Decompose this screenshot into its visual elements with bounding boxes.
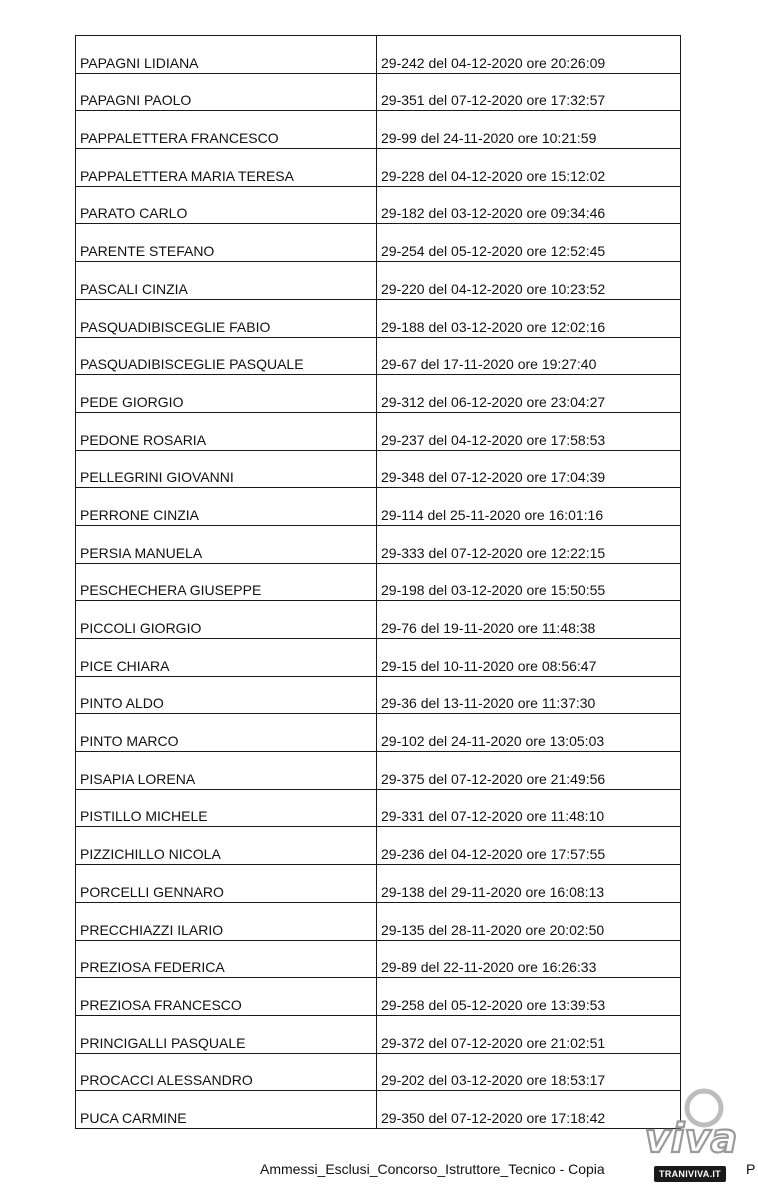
protocol-cell: 29-138 del 29-11-2020 ore 16:08:13 — [377, 865, 681, 903]
table-row — [76, 676, 681, 714]
table-row — [76, 149, 681, 187]
table-row — [76, 412, 681, 450]
table-row — [76, 73, 681, 111]
protocol-cell: 29-333 del 07-12-2020 ore 12:22:15 — [377, 525, 681, 563]
candidate-name-cell: PARATO CARLO — [76, 186, 377, 224]
table-row — [76, 1091, 681, 1129]
protocol-cell: 29-228 del 04-12-2020 ore 15:12:02 — [377, 149, 681, 187]
protocol-cell: 29-254 del 05-12-2020 ore 12:52:45 — [377, 224, 681, 262]
table-row — [76, 375, 681, 413]
footer-filename: Ammessi_Esclusi_Concorso_Istruttore_Tecnico - Copia — [260, 1161, 605, 1177]
watermark-logo-text: viva — [644, 1116, 738, 1162]
table-row — [76, 902, 681, 940]
table-row — [76, 940, 681, 978]
protocol-cell: 29-236 del 04-12-2020 ore 17:57:55 — [377, 827, 681, 865]
protocol-cell: 29-188 del 03-12-2020 ore 12:02:16 — [377, 299, 681, 337]
table-row — [76, 1053, 681, 1091]
protocol-cell: 29-372 del 07-12-2020 ore 21:02:51 — [377, 1015, 681, 1053]
candidate-name-cell: PELLEGRINI GIOVANNI — [76, 450, 377, 488]
protocol-cell: 29-102 del 24-11-2020 ore 13:05:03 — [377, 714, 681, 752]
candidate-name-cell: PARENTE STEFANO — [76, 224, 377, 262]
table-row — [76, 978, 681, 1016]
candidate-name-cell: PRINCIGALLI PASQUALE — [76, 1015, 377, 1053]
table-row — [76, 752, 681, 790]
table-row — [76, 224, 681, 262]
candidate-name-cell: PASQUADIBISCEGLIE PASQUALE — [76, 337, 377, 375]
candidate-name-cell: PREZIOSA FEDERICA — [76, 940, 377, 978]
candidate-name-cell: PROCACCI ALESSANDRO — [76, 1053, 377, 1091]
candidate-name-cell: PIZZICHILLO NICOLA — [76, 827, 377, 865]
table-row — [76, 563, 681, 601]
viva-logo-icon — [636, 1086, 746, 1166]
table-row — [76, 488, 681, 526]
table-row — [76, 299, 681, 337]
candidate-name-cell: PREZIOSA FRANCESCO — [76, 978, 377, 1016]
candidate-name-cell: PEDONE ROSARIA — [76, 412, 377, 450]
protocol-cell: 29-351 del 07-12-2020 ore 17:32:57 — [377, 73, 681, 111]
candidate-name-cell: PORCELLI GENNARO — [76, 865, 377, 903]
protocol-cell: 29-135 del 28-11-2020 ore 20:02:50 — [377, 902, 681, 940]
candidate-name-cell: PAPAGNI PAOLO — [76, 73, 377, 111]
protocol-cell: 29-114 del 25-11-2020 ore 16:01:16 — [377, 488, 681, 526]
protocol-cell: 29-220 del 04-12-2020 ore 10:23:52 — [377, 262, 681, 300]
candidate-name-cell: PASCALI CINZIA — [76, 262, 377, 300]
table-row — [76, 111, 681, 149]
table-row — [76, 1015, 681, 1053]
protocol-cell: 29-312 del 06-12-2020 ore 23:04:27 — [377, 375, 681, 413]
watermark-badge: TRANIVIVA.IT — [654, 1166, 726, 1182]
protocol-cell: 29-182 del 03-12-2020 ore 09:34:46 — [377, 186, 681, 224]
protocol-cell: 29-258 del 05-12-2020 ore 13:39:53 — [377, 978, 681, 1016]
table-row — [76, 827, 681, 865]
protocol-cell: 29-36 del 13-11-2020 ore 11:37:30 — [377, 676, 681, 714]
table-row — [76, 714, 681, 752]
protocol-cell: 29-76 del 19-11-2020 ore 11:48:38 — [377, 601, 681, 639]
table-row — [76, 450, 681, 488]
footer-page-label: P — [746, 1161, 756, 1177]
protocol-cell: 29-242 del 04-12-2020 ore 20:26:09 — [377, 36, 681, 74]
candidate-name-cell: PINTO MARCO — [76, 714, 377, 752]
protocol-cell: 29-15 del 10-11-2020 ore 08:56:47 — [377, 639, 681, 677]
candidate-name-cell: PINTO ALDO — [76, 676, 377, 714]
table-row — [76, 36, 681, 74]
protocol-cell: 29-331 del 07-12-2020 ore 11:48:10 — [377, 789, 681, 827]
table-row — [76, 639, 681, 677]
table-row — [76, 262, 681, 300]
traniviva-watermark — [636, 1086, 746, 1192]
candidates-table-body — [76, 36, 681, 1129]
table-row — [76, 525, 681, 563]
candidate-name-cell: PERRONE CINZIA — [76, 488, 377, 526]
candidate-name-cell: PUCA CARMINE — [76, 1091, 377, 1129]
protocol-cell: 29-198 del 03-12-2020 ore 15:50:55 — [377, 563, 681, 601]
candidate-name-cell: PRECCHIAZZI ILARIO — [76, 902, 377, 940]
table-row — [76, 865, 681, 903]
protocol-cell: 29-348 del 07-12-2020 ore 17:04:39 — [377, 450, 681, 488]
table-row — [76, 186, 681, 224]
candidate-name-cell: PEDE GIORGIO — [76, 375, 377, 413]
protocol-cell: 29-375 del 07-12-2020 ore 21:49:56 — [377, 752, 681, 790]
candidate-name-cell: PISAPIA LORENA — [76, 752, 377, 790]
candidate-name-cell: PICCOLI GIORGIO — [76, 601, 377, 639]
protocol-cell: 29-202 del 03-12-2020 ore 18:53:17 — [377, 1053, 681, 1091]
protocol-cell: 29-350 del 07-12-2020 ore 17:18:42 — [377, 1091, 681, 1129]
candidate-name-cell: PESCHECHERA GIUSEPPE — [76, 563, 377, 601]
candidate-name-cell: PAPPALETTERA MARIA TERESA — [76, 149, 377, 187]
table-row — [76, 789, 681, 827]
candidate-name-cell: PASQUADIBISCEGLIE FABIO — [76, 299, 377, 337]
protocol-cell: 29-67 del 17-11-2020 ore 19:27:40 — [377, 337, 681, 375]
candidates-table — [75, 35, 681, 1129]
candidate-name-cell: PERSIA MANUELA — [76, 525, 377, 563]
protocol-cell: 29-99 del 24-11-2020 ore 10:21:59 — [377, 111, 681, 149]
candidate-name-cell: PISTILLO MICHELE — [76, 789, 377, 827]
protocol-cell: 29-89 del 22-11-2020 ore 16:26:33 — [377, 940, 681, 978]
candidate-name-cell: PAPAGNI LIDIANA — [76, 36, 377, 74]
protocol-cell: 29-237 del 04-12-2020 ore 17:58:53 — [377, 412, 681, 450]
table-row — [76, 337, 681, 375]
candidate-name-cell: PICE CHIARA — [76, 639, 377, 677]
table-row — [76, 601, 681, 639]
candidate-name-cell: PAPPALETTERA FRANCESCO — [76, 111, 377, 149]
